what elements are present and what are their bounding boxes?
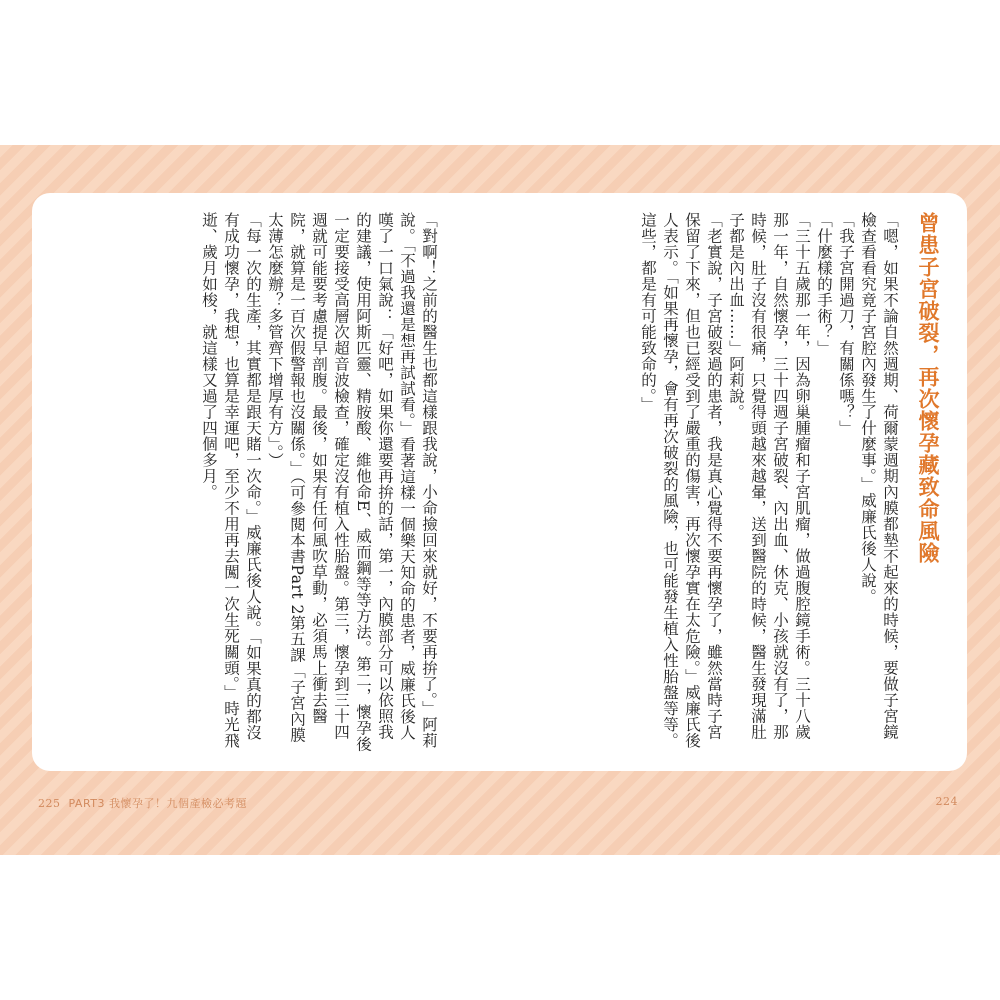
paragraph: 「老實說，子宮破裂過的患者，我是真心覺得不要再懷孕了，雖然當時子宮保留了下來，但也已經受到了嚴重的傷害，再次懷孕實在太危險。」威廉氏後人表示。「如果再懷孕，會有再次破裂的風險，也可能發生植入性胎盤等等。這些，都是有可能致命的。」 [639,212,723,749]
right-page-column [588,212,943,752]
paragraph: 「每一次的生產，其實都是跟天賭一次命。」威廉氏後人說。「如果真的都沒有成功懷孕，我想，也算是幸運吧，至少不用再去闖一次生死關頭。」時光飛逝、歲月如梭，就這樣又過了四個多月。 [200,212,262,749]
section-heading: 曾患子宮破裂，再次懷孕藏致命風險 [916,212,940,564]
paragraph: 「三十五歲那一年，因為卵巢腫瘤和子宮肌瘤，做過腹腔鏡手術。三十八歲那一年，自然懷孕，三十四週子宮破裂、內出血、休克、小孩就沒有了，那時候，肚子沒有很痛，只覺得頭越來越暈，送到醫院的時候，醫生發現滿肚子都是內出血……」阿莉說。 [727,212,811,740]
paragraph: 「對啊！之前的醫生也都這樣跟我說，小命撿回來就好，不要再拚了。」阿莉說。「不過我還是想再試試看。」看著這樣一個樂天知命的患者，威廉氏後人嘆了一口氣說：「好吧，如果你還要再拚的話，第一，內膜部分可以依照我的建議，使用阿斯匹靈、精胺酸、維他命E、威而鋼等等方法。第二，懷孕後一定要接受高層次超音波檢查，確定沒有植入性胎盤。第三，懷孕到三十四週就可能要考慮提早剖腹。最後，如果有任何風吹草動，必須馬上衝去醫院，就算是一百次假警報也沒關係。」（可參閱本書Part 2第五課「子宮內膜太薄怎麼辦？多管齊下增厚有方」。） [266,212,438,752]
page-number: 225 [38,797,61,810]
right-page-footer [936,795,963,808]
left-page-footer [38,795,247,811]
paragraph: 「我子宮開過刀，有關係嗎？」 [837,212,855,436]
left-page-column [140,212,440,752]
section-title: PART3 我懷孕了！九個產檢必考題 [68,797,248,810]
paragraph: 「嗯，如果不論自然週期、荷爾蒙週期內膜都墊不起來的時候，要做子宮鏡檢查看看究竟子宮腔內發生了什麼事。」威廉氏後人說。 [859,212,899,740]
page-number: 224 [935,795,958,808]
paragraph: 「什麼樣的手術？」 [815,212,833,356]
